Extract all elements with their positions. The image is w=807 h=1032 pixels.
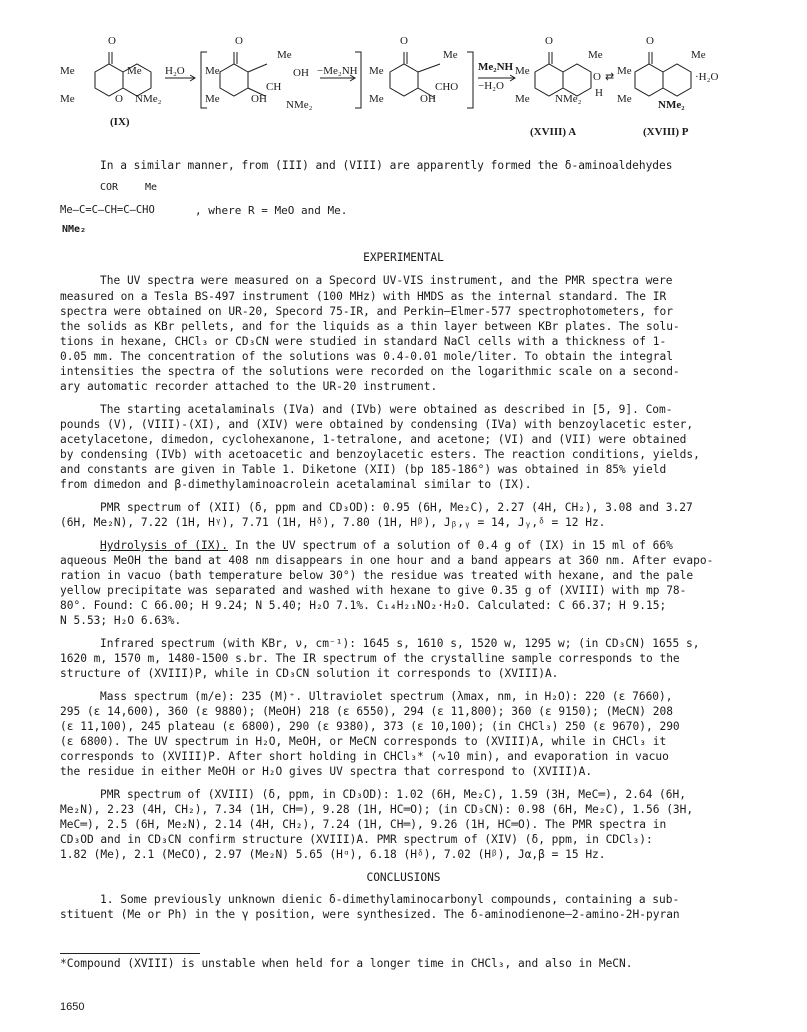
equilibrium-arrow: ⇄	[605, 71, 615, 83]
text-line: MeC═), 2.5 (6H, Me₂N), 2.14 (4H, CH₂), 7.24 (1H, CH═), 9.26 (1H, HC═O). The PMR spectra in	[60, 818, 667, 831]
text-line: In the UV spectrum of a solution of 0.4 g of (IX) in 15 ml of 66%	[235, 539, 673, 552]
text-line: and constants are given in Table 1. Diketone (XII) (bp 185-186°) was obtained in 85% yield	[60, 463, 667, 476]
text-line: intensities the spectra of the solutions were recorded on the logarithmic scale on a second-	[60, 365, 680, 378]
reaction-scheme	[55, 30, 755, 145]
text-line: yellow precipitate was separated and washed with hexane to give 0.35 g of (XVIII) with mp 78-	[60, 584, 687, 597]
scheme-me-9: Me	[443, 49, 458, 61]
text-line: The UV spectra were measured on a Specord UV-VIS instrument, and the PMR spectra were	[100, 274, 673, 287]
scheme-oh-2: OH	[251, 93, 267, 105]
scheme-me-14: Me	[617, 93, 632, 105]
scheme-me-11: Me	[515, 93, 530, 105]
text-line: PMR spectrum of (XVIII) (δ, ppm, in CD₃OD): 1.02 (6H, Me₂C), 1.59 (3H, MeC═), 2.64 (6H,	[100, 788, 686, 801]
text-line: (6H, Me₂N), 7.22 (1H, Hᵞ), 7.71 (1H, Hᵟ), 7.80 (1H, Hᵝ), Jᵦ,ᵧ = 14, Jᵧ,ᵟ = 12 Hz.	[60, 516, 606, 529]
text-line: 1.82 (Me), 2.1 (MeCO), 2.97 (Me₂N) 5.65 (Hᵅ), 6.18 (Hᵟ), 7.02 (Hᵝ), Jα,β = 15 Hz.	[60, 848, 606, 861]
text-line: corresponds to (XVIII)P. After short holding in CHCl₃* (∿10 min), and evaporation in vacuo	[60, 750, 669, 763]
text-line: PMR spectrum of (XII) (δ, ppm and CD₃OD): 0.95 (6H, Me₂C), 2.27 (4H, CH₂), 3.08 and 3.27	[100, 501, 693, 514]
text-line: 80°. Found: C 66.00; H 9.24; N 5.40; H₂O 7.1%. C₁₄H₂₁NO₂·H₂O. Calculated: C 66.37; H 9.15;	[60, 599, 667, 612]
text-line: N 5.53; H₂O 6.63%.	[60, 614, 182, 627]
structural-formula	[60, 180, 360, 240]
text-line: structure of (XVIII)P, while in CD₃CN solution it corresponds to (XVIII)A.	[60, 667, 559, 680]
text-line: the residue in either MeOH or H₂O gives UV spectra that correspond to (XVIII)A.	[60, 765, 593, 778]
formula-nme2: NMe₂	[62, 224, 87, 235]
text-line: the solids as KBr pellets, and for the liquids as a thin layer between KBr plates. The solu-	[60, 320, 680, 333]
formula-me: Me	[145, 182, 158, 193]
scheme-me-5: Me	[205, 93, 220, 105]
reagent-me2nh: Me₂NH	[478, 61, 514, 73]
text-line: ration in vacuo (bath temperature below 30°) the residue was treated with hexane, and the pale	[60, 569, 694, 582]
text-line: tions in hexane, CHCl₃ or CD₃CN were studied in standard NaCl cells with a thickness of 1-	[60, 335, 667, 348]
text-line: pounds (V), (VIII)-(XI), and (XIV) were obtained by condensing (IVa) with benzoylacetic ester,	[60, 418, 694, 431]
heading-experimental: EXPERIMENTAL	[363, 251, 444, 264]
scheme-ring-o-2: O	[593, 71, 601, 83]
reagent-minus-h2o: −H₂O	[478, 80, 504, 92]
text-line: (ε 11,100), 245 plateau (ε 6800), 290 (ε 9380), 373 (ε 10,100); (in CHCl₃) 250 (ε 9670), 290	[60, 720, 680, 733]
scheme-oxo-4: O	[545, 35, 553, 47]
subheading-hydrolysis: Hydrolysis of (IX).	[100, 539, 228, 552]
text-line: Mass spectrum (m/e): 235 (M)⁺. Ultraviolet spectrum (λmax, nm, in H₂O): 220 (ε 7660),	[100, 690, 673, 703]
text-line: aqueous MeOH the band at 408 nm disappears in one hour and a band appears at 360 nm. After evapo-	[60, 554, 714, 567]
scheme-oxo-3: O	[400, 35, 408, 47]
scheme-nme2-2: NMe₂	[286, 99, 313, 111]
scheme-nme2-3: NMe₂	[555, 93, 582, 105]
scheme-oh-3: OH	[420, 93, 436, 105]
formula-where: , where R = MeO and Me.	[195, 204, 348, 217]
text-line: from dimedon and β-dimethylaminoacrolein acetalaminal similar to (IX).	[60, 478, 532, 491]
heading-conclusions: CONCLUSIONS	[366, 871, 441, 884]
scheme-me-10: Me	[515, 65, 530, 77]
text-line: 295 (ε 14,600), 360 (ε 9880); (MeOH) 218 (ε 6550), 294 (ε 11,800); 360 (ε 9150); (MeCN) 208	[60, 705, 673, 718]
scheme-cho: CHO	[435, 81, 459, 93]
formula-cor: COR	[100, 182, 119, 193]
scheme-me-12: Me	[588, 49, 603, 61]
scheme-h: H	[595, 87, 603, 99]
scheme-me-3: Me	[127, 65, 142, 77]
scheme-ring-o-1: O	[115, 93, 123, 105]
text-line: acetylacetone, dimedon, cyclohexanone, 1-tetralone, and acetone; (VI) and (VII) were obtained	[60, 433, 687, 446]
text-line: 0.05 mm. The concentration of the solutions was 0.4-0.01 mole/liter. To obtain the integral	[60, 350, 673, 363]
scheme-oh-1: OH	[293, 67, 309, 79]
text-line: The starting acetalaminals (IVa) and (IVb) were obtained as described in [5, 9]. Com-	[100, 403, 673, 416]
scheme-nme2-1: NMe₂	[135, 93, 162, 105]
compound-label-xviiia: (XVIII) A	[530, 126, 577, 138]
reagent-h2o: H₂O	[165, 65, 185, 77]
compound-label-xviiip: (XVIII) P	[643, 126, 689, 138]
text-line: by condensing (IVb) with acetoacetic and benzoylacetic esters. The reaction conditions, yields,	[60, 448, 700, 461]
text-line: Infrared spectrum (with KBr, ν, cm⁻¹): 1645 s, 1610 s, 1520 w, 1295 w; (in CD₃CN) 1655 s,	[100, 637, 700, 650]
compound-label-ix: (IX)	[110, 116, 130, 128]
page-number: 1650	[60, 1001, 85, 1013]
formula-chain: Me—C=C—CH=C—CHO	[60, 204, 155, 216]
text-line: (ε 6800). The UV spectrum in H₂O, MeOH, or MeCN corresponds to (XVIII)A, while in CHCl₃ it	[60, 735, 667, 748]
text-line: measured on a Tesla BS-497 instrument (100 MHz) with HMDS as the internal standard. The IR	[60, 290, 667, 303]
scheme-water: ·H₂O	[695, 71, 719, 83]
text-line: Me₂N), 2.23 (4H, CH₂), 7.34 (1H, CH═), 9.28 (1H, HC═O); (in CD₃CN): 0.98 (6H, Me₂C), 1.56 (3H,	[60, 803, 694, 816]
scheme-me-1: Me	[60, 65, 75, 77]
text-line: stituent (Me or Ph) in the γ position, were synthesized. The δ-aminodienone—2-amino-2H-pyran	[60, 908, 680, 921]
scheme-me-8: Me	[369, 93, 384, 105]
scheme-oxo-2: O	[235, 35, 243, 47]
scheme-me-6: Me	[277, 49, 292, 61]
footnote-rule	[60, 953, 200, 954]
reagent-minus-me2nh: −Me₂NH	[317, 65, 358, 77]
text-line: ary automatic recorder attached to the UR-20 instrument.	[60, 380, 438, 393]
text-line: 1. Some previously unknown dienic δ-dimethylaminocarbonyl compounds, containing a sub-	[100, 893, 680, 906]
scheme-me-13: Me	[617, 65, 632, 77]
footnote: *Compound (XVIII) is unstable when held for a longer time in CHCl₃, and also in MeCN.	[60, 957, 633, 970]
scheme-me-15: Me	[691, 49, 706, 61]
text-line-similar: In a similar manner, from (III) and (VIII) are apparently formed the δ-aminoaldehydes	[100, 159, 673, 172]
scheme-oxo-5: O	[646, 35, 654, 47]
text-line: CD₃OD and in CD₃CN confirm structure (XVIII)A. PMR spectrum of (XIV) (δ, ppm, in CDCl₃):	[60, 833, 653, 846]
scheme-me-7: Me	[369, 65, 384, 77]
scheme-ch: CH	[266, 81, 282, 93]
text-line: spectra were obtained on UR-20, Specord 75-IR, and Perkin—Elmer-577 spectrophotometers, for	[60, 305, 673, 318]
scheme-me-2: Me	[60, 93, 75, 105]
scheme-nme2-4: NMe₂	[658, 99, 685, 111]
scheme-oxo-1: O	[108, 35, 116, 47]
scheme-me-4: Me	[205, 65, 220, 77]
text-line: 1620 m, 1570 m, 1480-1500 s.br. The IR spectrum of the crystalline sample corresponds to the	[60, 652, 680, 665]
